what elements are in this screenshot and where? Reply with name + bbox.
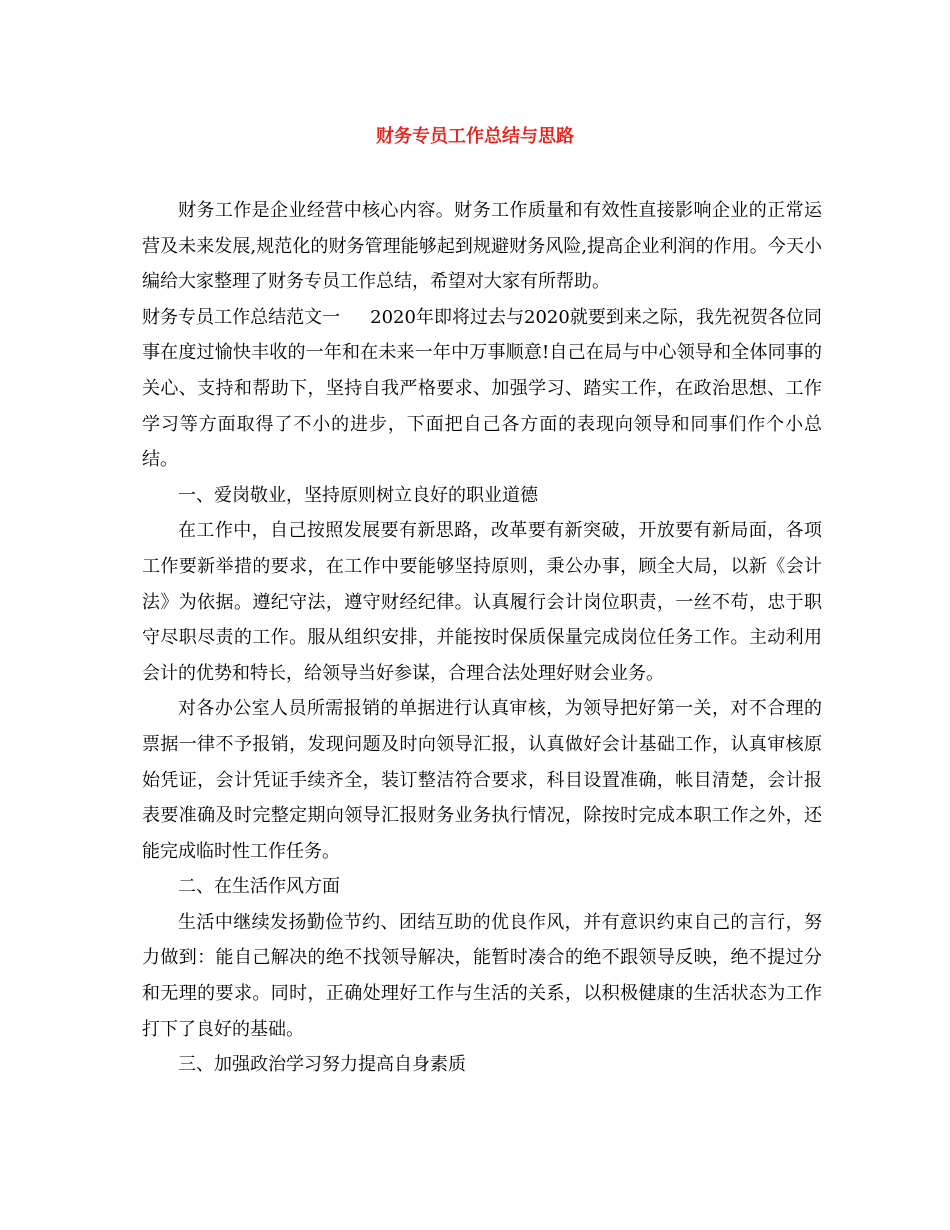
section2-paragraph-1: 生活中继续发扬勤俭节约、团结互助的优良作风，并有意识约束自己的言行，努力做到：能自己解决的绝不找领导解决，能暂时凑合的绝不跟领导反映，绝不提过分和无理的要求。同时，正确处理好工作与生活的关系，以积极健康的生活状态为工作打下了良好的基础。 bbox=[142, 911, 822, 1040]
document-body bbox=[142, 193, 822, 1083]
section2-heading: 二、在生活作风方面 bbox=[178, 876, 340, 898]
section1-paragraph-2: 对各办公室人员所需报销的单据进行认真审核，为领导把好第一关，对不合理的票据一律不予报销，发现问题及时向领导汇报，认真做好会计基础工作，认真审核原始凭证，会计凭证手续齐全，装订整洁符合要求，科目设置准确，帐目清楚，会计报表要准确及时完整定期向领导汇报财务业务执行情况，除按时完成本职工作之外，还能完成临时性工作任务。 bbox=[142, 698, 822, 862]
section3-heading: 三、加强政治学习努力提高自身素质 bbox=[178, 1054, 466, 1076]
section1-heading: 一、爱岗敬业，坚持原则树立良好的职业道德 bbox=[178, 484, 538, 506]
sample-paragraph bbox=[142, 300, 822, 478]
section1-paragraph-1: 在工作中，自己按照发展要有新思路，改革要有新突破，开放要有新局面，各项工作要新举措的要求，在工作中要能够坚持原则，秉公办事，顾全大局，以新《会计法》为依据。遵纪守法，遵守财经纪律。认真履行会计岗位职责，一丝不苟，忠于职守尽职尽责的工作。服从组织安排，并能按时保质保量完成岗位任务工作。主动利用会计的优势和特长，给领导当好参谋，合理合法处理好财会业务。 bbox=[142, 520, 822, 684]
intro-paragraph: 财务工作是企业经营中核心内容。财务工作质量和有效性直接影响企业的正常运营及未来发展,规范化的财务管理能够起到规避财务风险,提高企业利润的作用。今天小编给大家整理了财务专员工作总结，希望对大家有所帮助。 bbox=[142, 200, 822, 293]
sample-label: 财务专员工作总结范文一 bbox=[142, 306, 341, 328]
document-title: 财务专员工作总结与思路 bbox=[376, 126, 574, 147]
sample-opening: 2020年即将过去与2020就要到来之际，我先祝贺各位同事在度过愉快丰收的一年和在未来一年中万事顺意!自己在局与中心领导和全体同事的关心、支持和帮助下，坚持自我严格要求、加强学习、踏实工作，在政治思想、工作学习等方面取得了不小的进步，下面把自己各方面的表现向领导和同事们作个小总结。 bbox=[142, 306, 823, 471]
